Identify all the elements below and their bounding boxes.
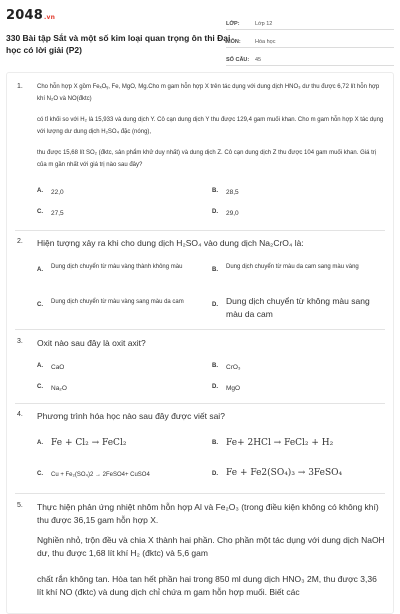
question-text: Nghiền nhỏ, trộn đều và chia X thành hai phần. Cho phần một tác dụng với dung dịch NaOH dư, thu được 1,68 lít khí H₂ (đktc) và 5,6 gam	[37, 535, 385, 558]
option-text: Dung dịch chuyển từ màu vàng sang màu da cam	[51, 299, 184, 305]
question-text: Hiện tượng xảy ra khi cho dung dịch H₂SO₄ vào dung dịch Na₂CrO₄ là:	[37, 238, 304, 248]
question-text: Thực hiện phản ứng nhiệt nhôm hỗn hợp Al và Fe₂O₃ (trong điều kiện không có không khí) thu được 36,15 gam hỗn hợp X.	[37, 502, 379, 525]
option-letter: C.	[37, 471, 43, 477]
meta-panel	[226, 14, 394, 68]
option-text: Na₂O	[51, 385, 67, 392]
option-text: 29,0	[226, 210, 239, 217]
option-text: CaO	[51, 364, 65, 371]
option-letter: A.	[37, 363, 43, 369]
option-letter: C.	[37, 384, 43, 390]
option-letter: C.	[37, 209, 43, 215]
meta-value: Lớp 12	[255, 21, 273, 27]
meta-value: Hóa học	[255, 39, 276, 45]
option-d[interactable]	[212, 295, 376, 321]
option-b[interactable]	[212, 363, 241, 373]
option-b[interactable]	[212, 262, 371, 273]
option-text: 28,5	[226, 189, 239, 196]
question-text: thu được 15,68 lít SO₂ (đktc, sản phẩm khử duy nhất) và dung dịch Z. Cô cạn dung dịch Z thu được 104 gam muối khan. Giá trị của m gần nhất với giá trị nào sau đây?	[37, 150, 377, 168]
question-text: Cho hỗn hợp X gồm FeₓOᵧ, Fe, MgO, Mg.Cho m gam hỗn hợp X trên tác dụng với dung dịch HNO₃ dư thu được 6,72 lít hỗn hợp khí N₂O và NO(đktc)	[37, 84, 380, 102]
option-a[interactable]	[37, 262, 196, 273]
option-text: Dung dịch chuyển từ màu vàng thành không màu	[51, 264, 183, 270]
question-text: chất rắn không tan. Hòa tan hết phần hai trong 850 ml dung dịch HNO₃ 2M, thu được 3,36 lít khí NO (đktc) và dung dịch chỉ chứa m gam hỗn hợp muối. Biết các	[37, 574, 377, 597]
question-number: 2.	[17, 238, 23, 245]
option-letter: B.	[212, 363, 218, 369]
meta-value: 45	[255, 57, 262, 63]
question-text: Oxit nào sau đây là oxit axit?	[37, 338, 146, 348]
meta-label: LỚP:	[226, 21, 240, 27]
option-letter: B.	[212, 267, 218, 273]
option-text: 22,0	[51, 189, 64, 196]
question-number: 4.	[17, 411, 23, 418]
option-letter: A.	[37, 440, 43, 446]
meta-row-class	[226, 14, 394, 30]
option-a[interactable]	[37, 363, 64, 373]
option-text: MgO	[226, 385, 241, 392]
divider	[15, 493, 385, 494]
option-letter: A.	[37, 267, 43, 273]
question-text: có tỉ khối so với H₂ là 15,933 và dung dịch Y. Cô cạn dung dịch Y thu được 129,4 gam muối khan. Cho m gam hỗn hợp X tác dụng với lượng dư dung dịch H₂SO₄ đặc (nóng),	[37, 117, 384, 135]
option-d[interactable]	[212, 468, 342, 478]
option-letter: B.	[212, 188, 218, 194]
option-text: Fe + Fe2(SO₄)₃ → 3FeSO₄	[226, 468, 343, 478]
option-text: Dung dịch chuyển từ màu da cam sang màu vàng	[226, 264, 359, 270]
divider	[15, 230, 385, 231]
option-b[interactable]	[212, 438, 333, 448]
option-letter: B.	[212, 440, 218, 446]
question-card	[6, 72, 394, 614]
option-letter: D.	[212, 471, 218, 477]
divider	[15, 329, 385, 330]
option-c[interactable]	[37, 209, 64, 219]
option-text: Dung dịch chuyển từ không màu sang màu da cam	[226, 296, 370, 319]
question-text: Phương trình hóa học nào sau đây được viết sai?	[37, 411, 225, 421]
page-title: 330 Bài tập Sắt và một số kim loại quan trọng ôn thi Đại học có lời giải (P2)	[6, 33, 231, 55]
meta-label: SỐ CÂU:	[226, 57, 250, 63]
option-c[interactable]	[37, 384, 67, 394]
option-a[interactable]	[37, 188, 64, 198]
option-text: 27,5	[51, 210, 64, 217]
option-d[interactable]	[212, 209, 239, 219]
option-text: Cu + Fe₂(SO₄)2 → 2FeSO4+ CuSO4	[51, 472, 150, 478]
question-number: 3.	[17, 338, 23, 345]
logo-suffix: .vn	[43, 14, 56, 21]
option-c[interactable]	[37, 297, 196, 308]
divider	[15, 403, 385, 404]
option-c[interactable]	[37, 470, 150, 480]
site-logo[interactable]	[6, 8, 55, 23]
page-header	[0, 0, 400, 70]
option-letter: D.	[212, 384, 218, 390]
option-b[interactable]	[212, 188, 239, 198]
option-text: Fe+ 2HCl → FeCl₂ + H₂	[226, 438, 334, 448]
meta-row-subject	[226, 32, 394, 48]
option-text: Fe + Cl₂ → FeCl₂	[51, 438, 127, 448]
logo-text: 2048	[6, 8, 43, 23]
option-a[interactable]	[37, 438, 126, 448]
option-letter: D.	[212, 209, 218, 215]
question-number: 5.	[17, 502, 23, 509]
meta-row-count	[226, 50, 394, 66]
option-d[interactable]	[212, 384, 240, 394]
option-letter: C.	[37, 302, 43, 308]
meta-label: MÔN:	[226, 39, 241, 45]
option-letter: A.	[37, 188, 43, 194]
question-number: 1.	[17, 83, 23, 90]
option-text: CrO₃	[226, 364, 241, 371]
option-letter: D.	[212, 302, 218, 308]
